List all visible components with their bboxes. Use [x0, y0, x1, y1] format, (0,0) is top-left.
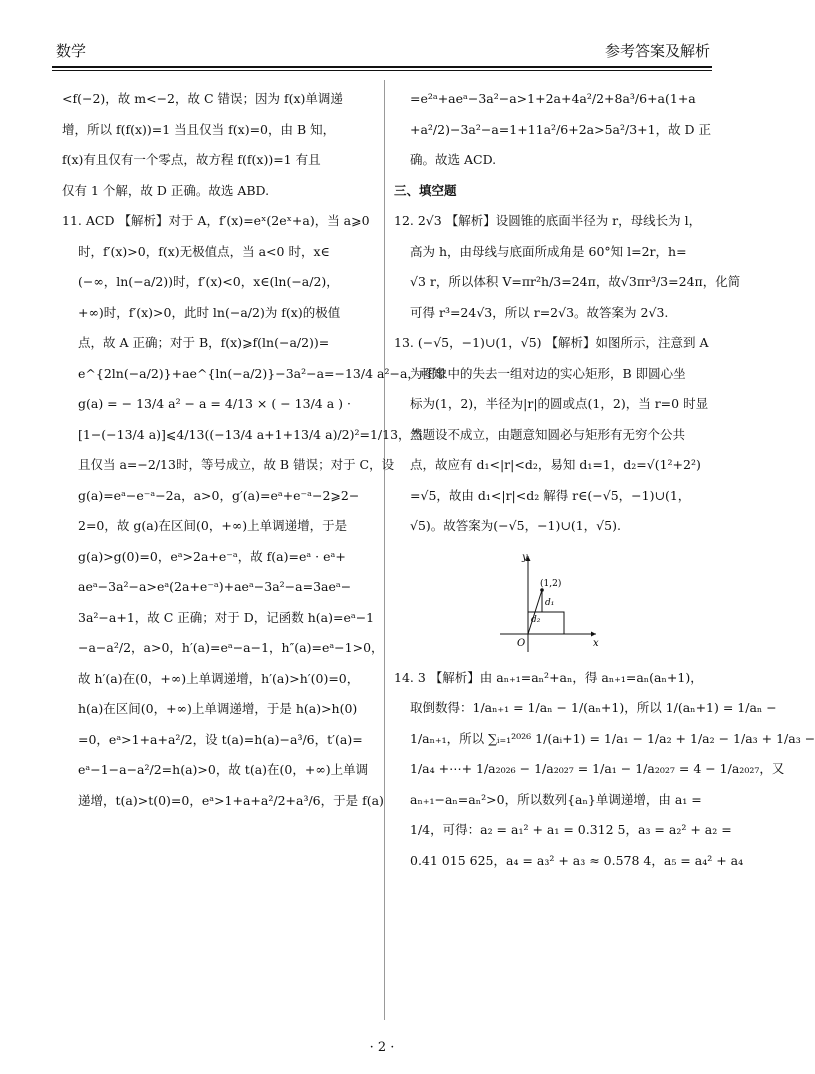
section-title: 参考答案及解析 — [604, 42, 710, 60]
subject-title: 数学 — [56, 42, 87, 60]
text-line: 2=0，故 g(a)在区间(0，+∞)上单调递增，于是 — [78, 518, 348, 533]
origin-label: O — [517, 637, 526, 649]
text-line: 然题设不成立，由题意知圆必与矩形有无穷个公共 — [410, 426, 686, 442]
text-line: <f(−2)，故 m<−2，故 C 错误；因为 f(x)单调递 — [62, 91, 343, 106]
x-axis-arrow — [591, 631, 596, 636]
text-line: 仅有 1 个解，故 D 正确。故选 ABD. — [62, 182, 270, 198]
text-line: +∞)时，f′(x)>0，此时 ln(−a/2)为 f(x)的极值 — [78, 304, 341, 320]
right-column — [394, 84, 815, 876]
text-line: 3a²−a+1，故 C 正确；对于 D，记函数 h(a)=eᵃ−1 — [78, 609, 375, 625]
text-line: 1/a₄ +⋯+ 1/a₂₀₂₆ − 1/a₂₀₂₇ = 1/a₁ − 1/a₂₀₂₇ = 4 − 1/a₂₀₂₇，又 — [410, 761, 785, 776]
text-line: g(a)=eᵃ−e⁻ᵃ−2a，a>0，g′(a)=eᵃ+e⁻ᵃ−2⩾2− — [78, 487, 360, 503]
text-line: (−∞，ln(−a/2))时，f′(x)<0，x∈(ln(−a/2)， — [78, 274, 339, 289]
page-header — [52, 34, 712, 62]
text-line: aₙ₊₁−aₙ=aₙ²>0，所以数列{aₙ}单调递增，由 a₁ = — [410, 791, 702, 807]
d2-label: d₂ — [531, 614, 541, 625]
problem-13-start: 13. (−√5，−1)∪(1，√5) 【解析】如图所示，注意到 A — [394, 335, 709, 350]
text-line: 确。故选 ACD. — [410, 152, 497, 167]
section-heading-fill-blank: 三、填空题 — [394, 182, 457, 198]
text-line: 标为(1，2)，半径为|r|的圆或点(1，2)，当 r=0 时显 — [410, 396, 709, 411]
header-rule-thick — [52, 66, 712, 68]
point-label: (1,2) — [540, 578, 562, 589]
text-line: aeᵃ−3a²−a>eᵃ(2a+e⁻ᵃ)+aeᵃ−3a²−a=3aeᵃ− — [78, 579, 352, 594]
text-line: 增，所以 f(f(x))=1 当且仅当 f(x)=0，由 B 知， — [62, 121, 336, 137]
text-line: +a²/2)−3a²−a=1+11a²/6+2a>5a²/3+1，故 D 正 — [410, 121, 712, 137]
coordinate-diagram — [492, 548, 602, 658]
text-line: g(a) = − 13/4 a² − a = 4/13 × ( − 13/4 a ) · — [78, 396, 351, 411]
page-number: · 2 · — [369, 1040, 395, 1055]
text-line: 高为 h，由母线与底面所成角是 60°知 l=2r，h= — [410, 243, 687, 259]
text-line: 1/aₙ₊₁，所以 ∑ᵢ₌₁²⁰²⁶ 1/(aᵢ+1) = 1/a₁ − 1/a₂ + 1/a₂ − 1/a₃ + 1/a₃ − — [410, 730, 815, 746]
problem-11-start: 11. ACD 【解析】对于 A，f′(x)=eˣ(2eˣ+a)，当 a⩾0 — [62, 213, 370, 228]
text-line: 故 h′(a)在(0，+∞)上单调递增，h′(a)>h′(0)=0， — [78, 670, 360, 686]
text-line: 且仅当 a=−2/13时，等号成立，故 B 错误；对于 C，设 — [78, 457, 395, 472]
text-line: 0.41 015 625，a₄ = a₃² + a₃ ≈ 0.578 4，a₅ = a₄² + a₄ — [410, 852, 744, 868]
text-line: 点，故应有 d₁<|r|<d₂，易知 d₁=1，d₂=√(1²+2²) — [410, 457, 701, 472]
text-line: −a−a²/2，a>0，h′(a)=eᵃ−a−1，h″(a)=eᵃ−1>0， — [78, 640, 384, 655]
text-line: 可得 r³=24√3，所以 r=2√3。故答案为 2√3. — [410, 304, 669, 320]
text-line: e^{2ln(−a/2)}+ae^{ln(−a/2)}−3a²−a=−13/4 a²−a，可知 — [78, 365, 445, 381]
text-line: √5)。故答案为(−√5，−1)∪(1，√5). — [410, 518, 621, 533]
problem-13-figure — [394, 548, 712, 663]
text-line: eᵃ−1−a−a²/2=h(a)>0，故 t(a)在(0，+∞)上单调 — [78, 762, 369, 777]
text-line: =e²ᵃ+aeᵃ−3a²−a>1+2a+4a²/2+8a³/6+a(1+a — [410, 91, 696, 106]
text-line: =0，eᵃ>1+a+a²/2，设 t(a)=h(a)−a³/6，t′(a)= — [78, 731, 363, 747]
text-line: 递增，t(a)>t(0)=0，eᵃ>1+a+a²/2+a³/6，于是 f(a) — [78, 792, 384, 808]
text-line: h(a)在区间(0，+∞)上单调递增，于是 h(a)>h(0) — [78, 701, 358, 716]
text-line: 取倒数得：1/aₙ₊₁ = 1/aₙ − 1/(aₙ+1)，所以 1/(aₙ+1) = 1/aₙ − — [410, 700, 777, 715]
x-axis-label: x — [593, 637, 599, 649]
text-line: 为图象中的失去一组对边的实心矩形，B 即圆心坐 — [410, 365, 686, 381]
problem-12-start: 12. 2√3 【解析】设圆锥的底面半径为 r，母线长为 l， — [394, 213, 702, 228]
text-line: g(a)>g(0)=0，eᵃ>2a+e⁻ᵃ，故 f(a)=eᵃ · eᵃ+ — [78, 548, 346, 564]
header-rule-thin — [52, 70, 712, 71]
text-line: √3 r，所以体积 V=πr²h/3=24π，故√3πr³/3=24π，化简 — [410, 274, 741, 289]
text-line: =√5，故由 d₁<|r|<d₂ 解得 r∈(−√5，−1)∪(1， — [410, 487, 691, 503]
y-axis-label: y — [522, 551, 528, 563]
text-line: 1/4，可得：a₂ = a₁² + a₁ = 0.312 5，a₃ = a₂² + a₂ = — [410, 822, 732, 837]
d1-label: d₁ — [545, 597, 555, 608]
text-line: f(x)有且仅有一个零点，故方程 f(f(x))=1 有且 — [62, 152, 321, 167]
column-divider — [384, 80, 385, 1020]
problem-14-start: 14. 3 【解析】由 aₙ₊₁=aₙ²+aₙ，得 aₙ₊₁=aₙ(aₙ+1)， — [394, 669, 703, 685]
text-line: 时，f′(x)>0，f(x)无极值点，当 a<0 时，x∈ — [78, 243, 330, 259]
text-line: 点，故 A 正确；对于 B，f(x)⩾f(ln(−a/2))= — [78, 335, 330, 350]
text-line: [1−(−13/4 a)]⩽4/13((−13/4 a+1+13/4 a)/2)²=1/13，当 — [78, 426, 424, 442]
